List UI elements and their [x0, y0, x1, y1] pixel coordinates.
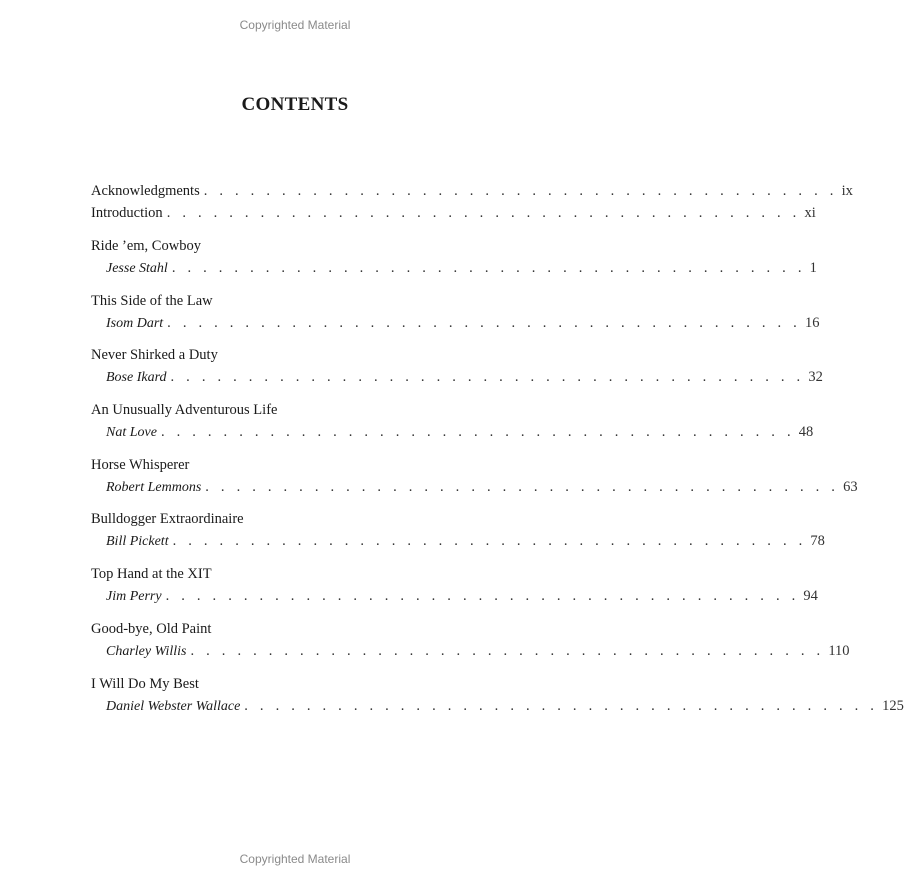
- dot-leader: . . . . . . . . . . . . . . . . . . . . . . . . . . . . . . . . . . . . . . . . .: [166, 205, 801, 221]
- toc-entry-chapter-7[interactable]: [91, 587, 818, 605]
- chapter-title: Never Shirked a Duty: [91, 347, 218, 363]
- toc-page-number: 110: [828, 643, 850, 659]
- dot-leader: . . . . . . . . . . . . . . . . . . . . . . . . . . . . . . . . . . . . . . . . .: [172, 533, 807, 549]
- chapter-subject: Nat Love: [106, 425, 157, 440]
- page-title: CONTENTS: [241, 94, 349, 115]
- toc-page-number: 48: [798, 424, 814, 440]
- toc-page-number: 78: [810, 533, 825, 549]
- chapter-title: Bulldogger Extraordinaire: [91, 511, 244, 527]
- toc-entry-chapter-5[interactable]: [91, 478, 858, 496]
- toc-entry-chapter-3[interactable]: [91, 368, 823, 386]
- chapter-subject: Robert Lemmons: [106, 480, 202, 495]
- chapter-title: Good-bye, Old Paint: [91, 621, 212, 637]
- chapter-subject: Bill Pickett: [106, 534, 169, 549]
- toc-page-number: 1: [809, 260, 817, 276]
- toc-page-number: ix: [841, 183, 853, 199]
- chapter-subject: Isom Dart: [106, 316, 164, 331]
- dot-leader: . . . . . . . . . . . . . . . . . . . . . . . . . . . . . . . . . . . . . . . . .: [244, 698, 879, 714]
- chapter-title: Ride ’em, Cowboy: [91, 238, 201, 254]
- dot-leader: . . . . . . . . . . . . . . . . . . . . . . . . . . . . . . . . . . . . . . . . .: [190, 643, 825, 659]
- toc-entry-introduction[interactable]: [91, 204, 816, 222]
- toc-page-number: xi: [804, 205, 816, 221]
- dot-leader: . . . . . . . . . . . . . . . . . . . . . . . . . . . . . . . . . . . . . . . . .: [203, 183, 838, 199]
- toc-entry-acknowledgments[interactable]: [91, 182, 853, 200]
- toc-entry-chapter-9[interactable]: [91, 697, 904, 715]
- chapter-subject: Jesse Stahl: [106, 261, 168, 276]
- toc-page-number: 125: [882, 698, 904, 714]
- dot-leader: . . . . . . . . . . . . . . . . . . . . . . . . . . . . . . . . . . . . . . . . .: [160, 424, 795, 440]
- toc-entry-chapter-2[interactable]: [91, 314, 820, 332]
- chapter-subject: Jim Perry: [106, 589, 162, 604]
- toc-entry-chapter-6[interactable]: [91, 532, 825, 550]
- toc-entry-label: Introduction: [91, 205, 163, 221]
- chapter-title: I Will Do My Best: [91, 676, 199, 692]
- toc-page-number: 32: [808, 369, 823, 385]
- toc-entry-label: Acknowledgments: [91, 183, 200, 199]
- copyright-watermark-bottom: Copyrighted Material: [239, 852, 351, 866]
- copyright-watermark-top: Copyrighted Material: [239, 18, 351, 32]
- toc-entry-chapter-1[interactable]: [91, 259, 817, 277]
- toc-page-number: 63: [843, 479, 858, 495]
- toc-entry-chapter-8[interactable]: [91, 642, 850, 660]
- toc-page-number: 16: [805, 315, 820, 331]
- chapter-title: Top Hand at the XIT: [91, 566, 212, 582]
- toc-entry-chapter-4[interactable]: [91, 423, 814, 441]
- toc-page-number: 94: [803, 588, 818, 604]
- chapter-subject: Charley Willis: [106, 644, 187, 659]
- chapter-subject: Bose Ikard: [106, 370, 167, 385]
- chapter-title: This Side of the Law: [91, 293, 213, 309]
- dot-leader: . . . . . . . . . . . . . . . . . . . . . . . . . . . . . . . . . . . . . . . . .: [205, 479, 840, 495]
- chapter-title: Horse Whisperer: [91, 457, 190, 473]
- dot-leader: . . . . . . . . . . . . . . . . . . . . . . . . . . . . . . . . . . . . . . . . .: [167, 315, 801, 331]
- dot-leader: . . . . . . . . . . . . . . . . . . . . . . . . . . . . . . . . . . . . . . . . .: [165, 588, 800, 604]
- chapter-title: An Unusually Adventurous Life: [91, 402, 278, 418]
- dot-leader: . . . . . . . . . . . . . . . . . . . . . . . . . . . . . . . . . . . . . . . . .: [170, 369, 805, 385]
- dot-leader: . . . . . . . . . . . . . . . . . . . . . . . . . . . . . . . . . . . . . . . . .: [171, 260, 806, 276]
- chapter-subject: Daniel Webster Wallace: [106, 699, 241, 714]
